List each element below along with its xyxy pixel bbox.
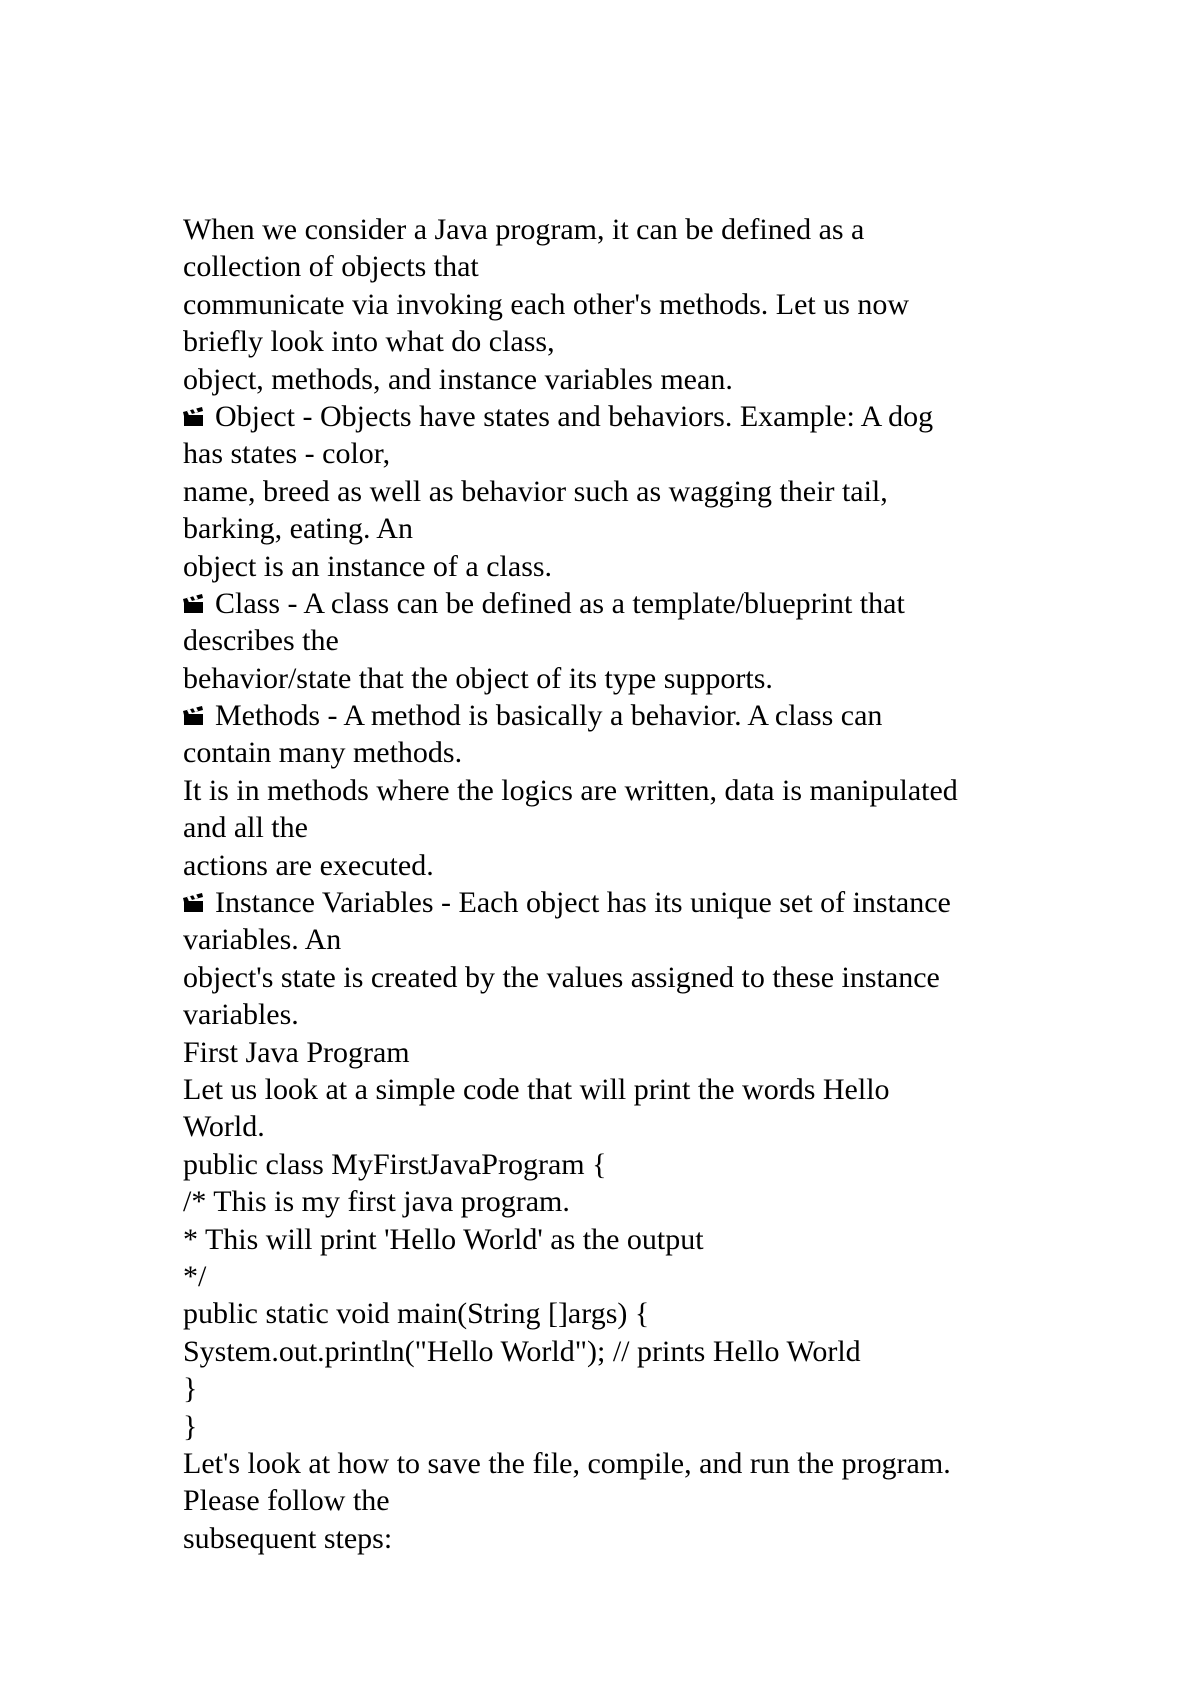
line-text: collection of objects that — [183, 250, 479, 284]
line-text: Please follow the — [183, 1484, 390, 1518]
line-text: has states - color, — [183, 437, 391, 471]
bullet-line — [183, 585, 1043, 622]
bullet-line — [183, 884, 1043, 921]
bullet-line — [183, 697, 1043, 734]
text-line — [183, 847, 1043, 884]
text-line — [183, 772, 1043, 809]
line-text: behavior/state that the object of its type supports. — [183, 661, 773, 695]
text-line — [183, 286, 1043, 323]
text-line — [183, 1258, 1043, 1295]
clapperboard-icon — [183, 706, 205, 726]
document-body — [183, 211, 1043, 1557]
text-line — [183, 1108, 1043, 1145]
text-line — [183, 1295, 1043, 1332]
line-text: briefly look into what do class, — [183, 325, 555, 359]
line-text: actions are executed. — [183, 848, 434, 882]
line-text: World. — [183, 1110, 265, 1144]
text-line — [183, 1482, 1043, 1519]
line-text: variables. An — [183, 923, 342, 957]
line-text: Class - A class can be defined as a template/blueprint that — [215, 586, 905, 620]
line-text: subsequent steps: — [183, 1521, 393, 1555]
bullet-line — [183, 398, 1043, 435]
clapperboard-icon — [183, 594, 205, 614]
line-text: name, breed as well as behavior such as wagging their tail, — [183, 474, 888, 508]
clapperboard-icon — [183, 893, 205, 913]
line-text: } — [183, 1409, 198, 1443]
line-text: variables. — [183, 998, 299, 1032]
line-text: System.out.println("Hello World"); // prints Hello World — [183, 1334, 861, 1368]
line-text: object is an instance of a class. — [183, 549, 553, 583]
text-line — [183, 660, 1043, 697]
text-line — [183, 1520, 1043, 1557]
text-line — [183, 734, 1043, 771]
text-line — [183, 323, 1043, 360]
text-line — [183, 548, 1043, 585]
text-line — [183, 1034, 1043, 1071]
text-line — [183, 1408, 1043, 1445]
line-text: Methods - A method is basically a behavior. A class can — [215, 699, 883, 733]
line-text: } — [183, 1372, 198, 1406]
text-line — [183, 622, 1043, 659]
text-line — [183, 809, 1043, 846]
line-text: public static void main(String []args) { — [183, 1297, 650, 1331]
line-text: /* This is my first java program. — [183, 1185, 570, 1219]
text-line — [183, 1445, 1043, 1482]
text-line — [183, 1333, 1043, 1370]
line-text: barking, eating. An — [183, 512, 413, 546]
line-text: * This will print 'Hello World' as the output — [183, 1222, 704, 1256]
line-text: contain many methods. — [183, 736, 463, 770]
line-text: Object - Objects have states and behaviors. Example: A dog — [215, 399, 934, 433]
text-line — [183, 435, 1043, 472]
line-text: Let's look at how to save the file, compile, and run the program. — [183, 1446, 951, 1480]
line-text: First Java Program — [183, 1035, 410, 1069]
line-text: and all the — [183, 811, 308, 845]
line-text: Instance Variables - Each object has its unique set of instance — [215, 886, 951, 920]
line-text: object's state is created by the values assigned to these instance — [183, 960, 940, 994]
line-text: object, methods, and instance variables mean. — [183, 362, 733, 396]
text-line — [183, 1370, 1043, 1407]
line-text: */ — [183, 1259, 207, 1293]
text-line — [183, 510, 1043, 547]
text-line — [183, 1221, 1043, 1258]
line-text: describes the — [183, 624, 339, 658]
text-line — [183, 1071, 1043, 1108]
line-text: communicate via invoking each other's methods. Let us now — [183, 287, 910, 321]
text-line — [183, 361, 1043, 398]
line-text: It is in methods where the logics are written, data is manipulated — [183, 773, 958, 807]
line-text: Let us look at a simple code that will print the words Hello — [183, 1072, 890, 1106]
text-line — [183, 473, 1043, 510]
text-line — [183, 248, 1043, 285]
line-text: public class MyFirstJavaProgram { — [183, 1147, 607, 1181]
clapperboard-icon — [183, 407, 205, 427]
text-line — [183, 211, 1043, 248]
text-line — [183, 1183, 1043, 1220]
text-line — [183, 1146, 1043, 1183]
text-line — [183, 996, 1043, 1033]
line-text: When we consider a Java program, it can be defined as a — [183, 213, 865, 246]
text-line — [183, 959, 1043, 996]
text-line — [183, 921, 1043, 958]
